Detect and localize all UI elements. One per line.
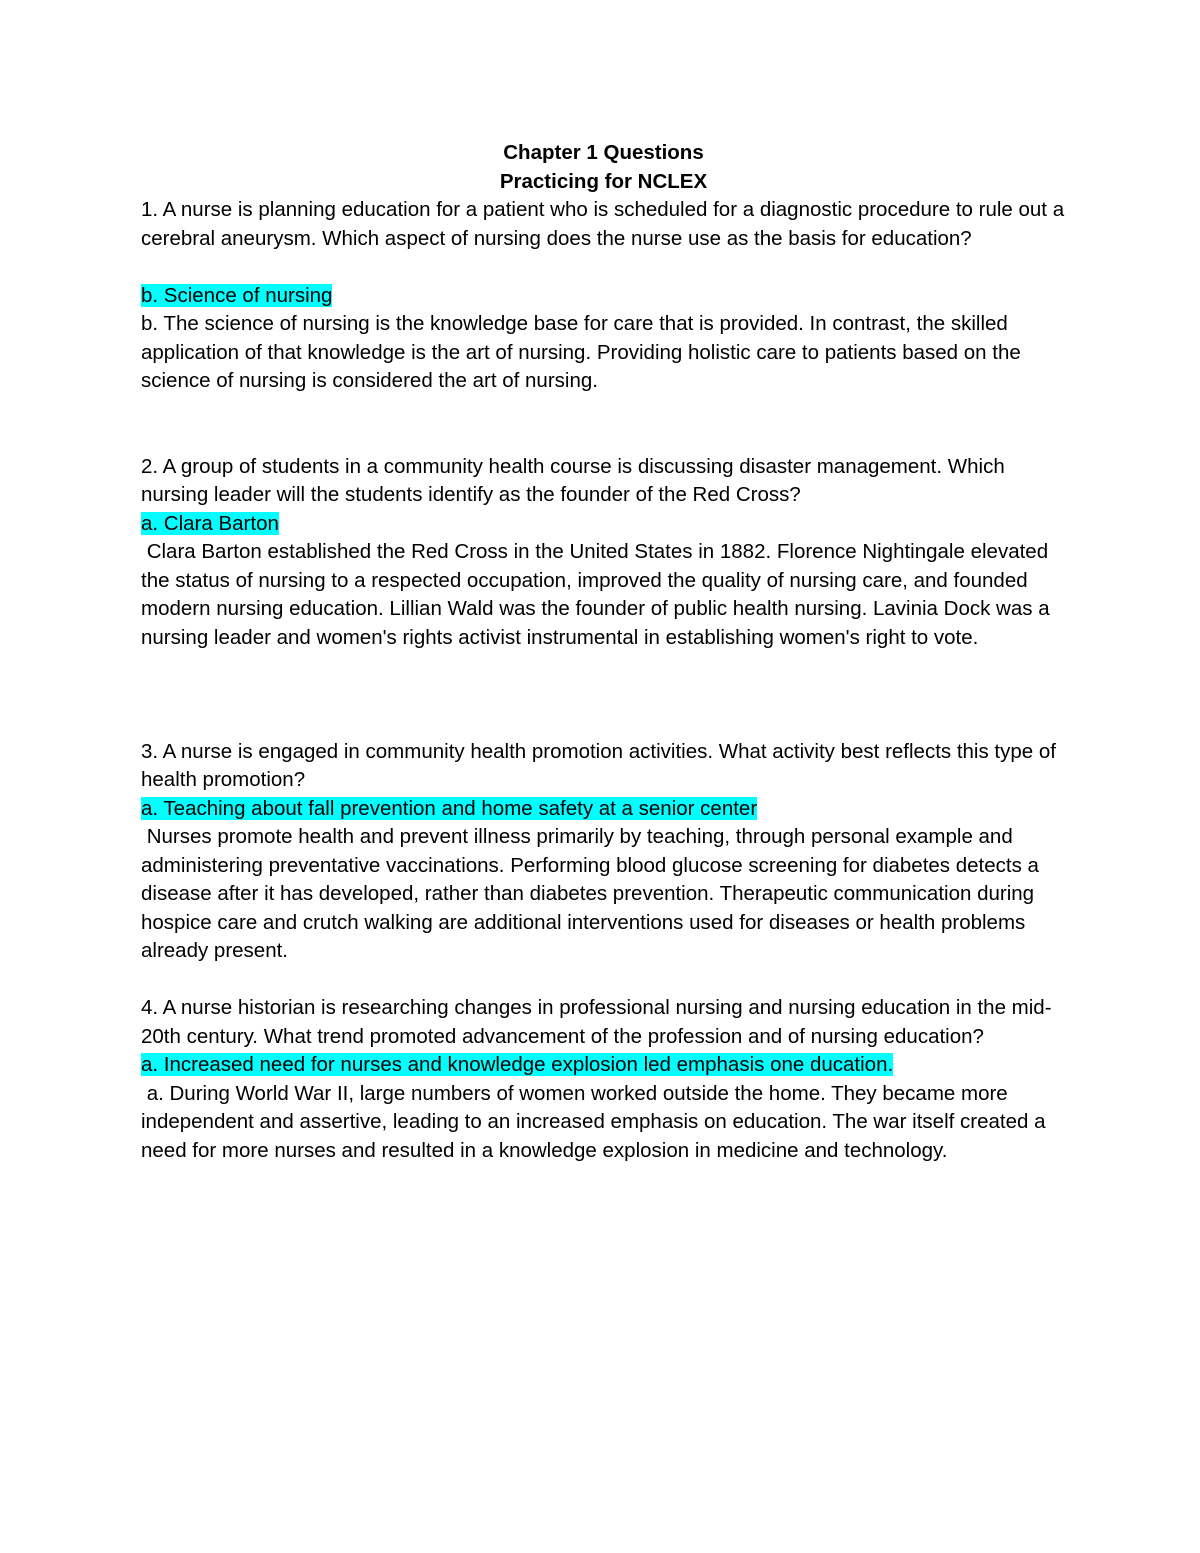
answer-rationale: Nurses promote health and prevent illness primarily by teaching, through personal example and administering preventative vaccinations. Performing blood glucose screening for diabetes detects a disease after it has developed, rather than diabetes prevention. Therapeutic communication during hospice care and crutch walking are additional interventions used for diseases or health problems already present. <box>141 825 1045 962</box>
question-text: 3. A nurse is engaged in community health promotion activities. What activity best reflects this type of health promotion? <box>141 739 1056 791</box>
question-text: 4. A nurse historian is researching changes in professional nursing and nursing education in the mid-20th century. What trend promoted advancement of the profession and of nursing education? <box>141 996 1052 1048</box>
correct-answer: a. Teaching about fall prevention and home safety at a senior center <box>141 796 758 820</box>
question-block-3 <box>141 738 1066 966</box>
question-block-4 <box>141 994 1066 1165</box>
correct-answer: a. Increased need for nurses and knowledge explosion led emphasis one ducation. <box>141 1053 894 1076</box>
document-page <box>141 138 1066 1165</box>
correct-answer: a. Clara Barton <box>141 511 279 535</box>
question-text: 2. A group of students in a community health course is discussing disaster management. Which nursing leader will the students identify as the founder of the Red Cross? <box>141 454 1005 506</box>
answer-rationale: b. The science of nursing is the knowledge base for care that is provided. In contrast, the skilled application of that knowledge is the art of nursing. Providing holistic care to patients based on the science of nursing is considered the art of nursing. <box>141 312 1021 392</box>
answer-rationale: a. During World War II, large numbers of women worked outside the home. They became more independent and assertive, leading to an increased emphasis on education. The war itself created a need for more nurses and resulted in a knowledge explosion in medicine and technology. <box>141 1081 1052 1162</box>
question-text: 1. A nurse is planning education for a patient who is scheduled for a diagnostic procedure to rule out a cerebral aneurysm. Which aspect of nursing does the nurse use as the basis for education? <box>141 198 1065 250</box>
question-block-1 <box>141 196 1066 396</box>
document-subtitle: Practicing for NCLEX <box>499 170 708 193</box>
document-title: Chapter 1 Questions <box>503 141 704 164</box>
answer-rationale: Clara Barton established the Red Cross in the United States in 1882. Florence Nightingale elevated the status of nursing to a respected occupation, improved the quality of nursing care, and founded modern nursing education. Lillian Wald was the founder of public health nursing. Lavinia Dock was a nursing leader and women's rights activist instrumental in establishing women's right to vote. <box>141 540 1056 649</box>
question-block-2 <box>141 453 1066 653</box>
correct-answer: b. Science of nursing <box>141 283 333 307</box>
